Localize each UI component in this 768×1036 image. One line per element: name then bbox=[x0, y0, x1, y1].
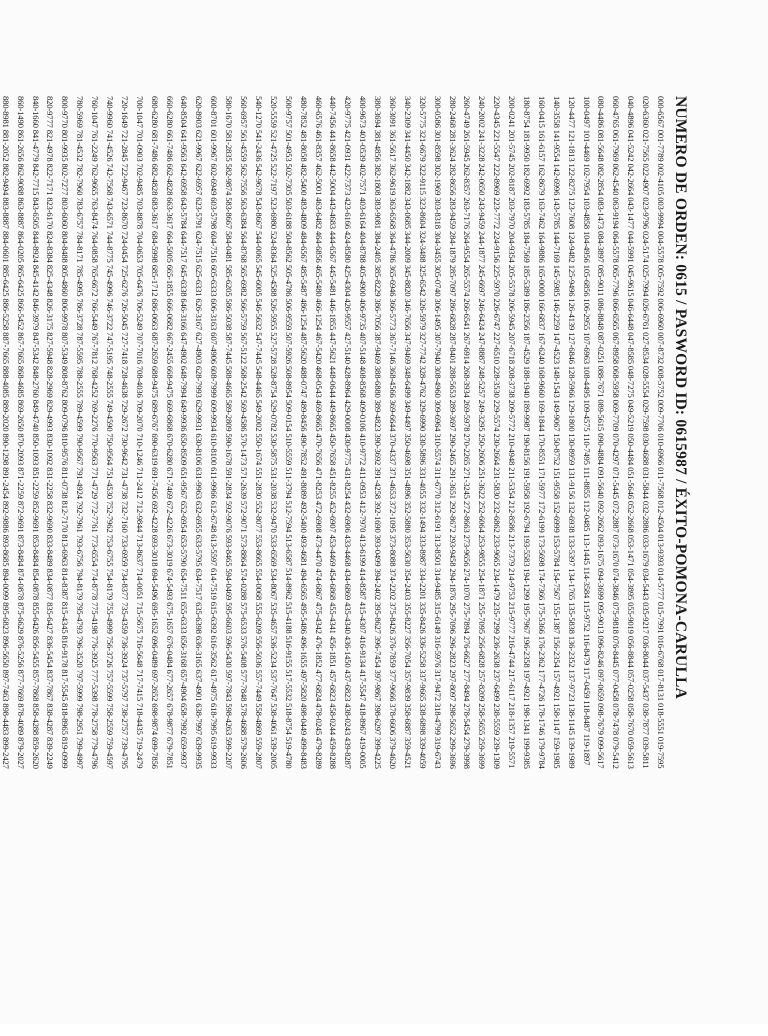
code-line: 340-2309 341-4450 342-1882 343-0685 344-2009 345-8820 346-7656 347-9469 348-6499 349-4497 350-4698 351-4896 352-5880 353-5630 354-2403 355-8227 356-7054 357-9839 358-6887 359-4521 bbox=[402, 96, 413, 769]
code-line: 860-1490 861-2656 862-9088 863-8887 864-0205 865-6425 866-5452 867-7665 868-4685 869-2650 870-2093 871-2259 872-9691 873-8484 874-0878 875-6629 876-5256 877-7669 878-4089 879-2027 bbox=[15, 96, 26, 769]
code-line: 880-8981 881-2052 882-9494 883-8887 884-0601 885-6425 886-5258 887-7665 888-4085 889-2020 890-1298 891-2454 892-9886 893-8685 894-0099 895-6823 896-5650 897-7463 898-4483 899-2427 bbox=[0, 96, 11, 769]
code-line: 100-0497 101-4469 102-7954 103-4858 104-4956 105-6856 106-2955 107-6963 108-4495 109-4575 110-7495 111-8855 112-0485 113-1445 114-3584 115-9752 116-8479 117-0459 118-8487 119-1897 bbox=[581, 96, 592, 766]
code-line: 280-2468 281-3624 282-8656 283-9459 284-1879 285-7097 286-6828 287-8401 288-5653 289-3697 290-2465 291-3651 292-8672 293-9458 294-1876 295-7096 296-2823 297-8097 298-5652 299-3696 bbox=[447, 96, 458, 769]
code-line: 540-1270 541-2436 542-9678 543-8667 544-0065 545-6005 546-5632 547-7445 548-4465 549-2002 550-1674 551-2830 552-8077 553-8665 554-0068 555-6209 556-5036 557-7449 558-4869 559-2807 bbox=[253, 96, 264, 769]
code-line: 660-6280 661-7486 662-4828 663-3617 664-5005 665-1855 666-0682 667-2455 668-9475 669-6868 670-6280 671-7469 672-4226 673-3019 674-5493 675-1657 676-0484 677-2657 678-9877 679-7851 bbox=[164, 96, 175, 769]
code-line: 740-9960 741-4526 742-7568 743-6571 744-8775 745-4996 746-3722 747-5195 748-2555 749-4590 750-9564 751-4530 752-7962 753-6755 754-8179 755-4999 756-3726 757-5599 758-2559 759-4597 bbox=[105, 96, 116, 769]
code-line: 580-1670 581-2835 582-9874 583-8667 584-0481 585-6205 586-5038 587-7445 588-4665 589-2809 590-1678 591-2834 592-9076 593-8465 594-0469 595-6603 596-5430 597-7843 598-4263 599-2207 bbox=[224, 96, 235, 769]
code-line: 140-3558 141-9554 142-6996 143-5785 144-7169 145-5985 146-2259 147-4523 148-1543 149-9067 150-8752 151-9558 152-6999 153-5784 154-7567 155-1387 156-2354 157-4921 158-1147 159-1985 bbox=[551, 96, 562, 769]
code-line: 800-9770 801-9935 802-7277 803-6060 804-8488 805-4860 806-9978 807-5349 808-8762 809-0796 810-9576 811-0738 812-7170 813-6963 814-8387 815-4345 816-9178 817-5545 818-8965 819-0999 bbox=[60, 96, 71, 769]
code-line: 820-9777 821-4978 822-7171 823-6170 824-8384 825-4348 826-3175 827-5948 828-2969 829-4993 830-1092 831-2258 832-9690 833-8489 834-0877 835-6427 836-5454 837-7867 838-4287 839-2249 bbox=[45, 96, 56, 769]
code-line: 200-0241 201-5745 202-8187 203-7970 204-9354 205-5578 206-5945 207-6718 208-3738 209-5772 210-4948 211-5354 212-8586 213-7379 214-9753 215-9777 216-4744 217-6117 218-1357 219-5571 bbox=[507, 96, 518, 769]
code-line: 480-7852 481-8058 482-5400 483-4809 484-6567 485-5487 486-1254 487-5620 488-0747 489-8456 490-7852 491-8089 492-5400 493-4681 494-6565 495-5486 496-1655 497-5820 498-0449 499-8483 bbox=[298, 96, 309, 769]
code-line: 500-9757 501-4953 502-7305 503-6188 504-8562 505-4786 506-9559 507-5926 508-8954 509-0154 510-5559 511-3794 512-7594 513-6587 514-8962 515-4188 516-9155 517-5532 518-8754 519-4780 bbox=[283, 96, 294, 769]
code-line: 780-5969 781-4532 782-7960 783-6757 784-8171 785-4995 786-3728 787-5595 788-2555 789-4599 790-9567 791-4924 792-7961 793-6756 794-8179 795-4793 796-3520 797-5999 798-2951 799-4997 bbox=[75, 96, 86, 769]
code-line: 520-5559 521-4725 522-7197 523-6980 524-8364 525-4588 526-5955 527-5728 528-8754 529-0782 530-5875 531-2038 532-9470 533-6569 534-8067 535-4657 536-5234 537-7647 538-4061 539-2005 bbox=[268, 96, 279, 769]
code-line: 700-1047 701-0903 702-9485 703-8878 704-0653 705-6476 706-5249 707-7016 708-4036 709-2070 710-1246 711-2412 712-9844 713-8637 714-0051 715-5675 716-5648 717-7415 718-4435 719-2479 bbox=[134, 96, 145, 769]
code-line: 180-8754 181-9950 182-6992 183-5785 184-7569 185-5389 186-2356 187-4529 188-1940 189-9987 190-8156 191-5958 192-6794 193-5583 194-1299 195-7967 196-2358 197-4921 198-1341 199-9385 bbox=[521, 96, 532, 769]
code-line: 260-4749 261-5945 262-8357 263-7176 264-9554 265-5574 266-6541 267-6914 268-3934 269-5978 270-2265 271-3245 272-8663 273-9656 274-1070 275-7894 276-6627 277-8494 278-5454 279-3998 bbox=[462, 96, 473, 769]
code-line: 020-6360 021-7565 022-4907 023-9796 024-5174 025-7994 026-6761 027-8534 028-5554 029-7598 030-4688 031-5844 032-2886 033-1679 034-5443 035-9217 036-8044 037-5437 038-7877 039-5811 bbox=[641, 96, 652, 769]
code-line: 360-3091 361-5617 362-9619 363-6568 364-4786 365-6946 366-5773 367-7146 368-4566 369-6644 370-4337 371-4653 372-1095 373-8088 374-2202 375-8426 376-7859 377-9666 378-6606 379-4620 bbox=[387, 96, 398, 769]
code-line: 040-4896 041-5242 042-2664 043-1477 044-5991 045-9615 046-6448 047-8585 048-7275 049-5219 050-4484 051-5646 052-2668 053-1471 054-3895 055-9019 056-8844 057-0258 058-7670 059-5613 bbox=[626, 96, 637, 769]
rotated-document-sheet bbox=[0, 96, 690, 1036]
code-line: 640-8504 641-9563 642-6958 643-5784 644-7517 645-6338 646-3166 647-4902 648-7994 649-9936 650-8509 651-9567 652-6954 653-5790 654-7511 655-6333 656-3168 657-4904 658-7992 659-9937 bbox=[179, 96, 190, 769]
code-line: 120-4477 121-1813 122-8275 123-7608 124-9482 125-9496 126-4139 127-6846 128-5966 129-1800 130-8959 131-9156 132-6938 133-5397 134-1765 135-5838 136-2352 137-9723 138-1145 139-1989 bbox=[566, 96, 577, 769]
code-list bbox=[0, 96, 668, 1036]
code-line: 600-8701 601-9967 602-6949 603-5798 604-7516 605-6333 606-3163 607-4906 608-7999 609-9934 610-8100 611-9966 612-6748 613-5597 614-7519 615-6392 616-3562 617-4975 618-7995 619-9933 bbox=[209, 96, 220, 769]
code-line: 060-4765 061-7969 062-4540 063-9194 064-5578 065-7796 066-6565 067-8958 068-5958 069-7709 070-4297 071-5445 072-2887 073-1670 074-3846 075-9818 076-8445 077-0458 078-7478 079-5412 bbox=[611, 96, 622, 769]
code-line: 560-6957 561-4559 562-7556 563-6384 564-8768 565-6982 566-5759 567-5122 568-2542 569-4586 570-1473 571-2639 572-9071 573-8864 574-0288 575-6533 576-5408 577-7848 578-4688 579-2606 bbox=[239, 96, 250, 769]
code-line: 840-1660 841-4779 842-7715 843-6505 844-8924 845-4142 846-3979 847-5342 848-2760 849-4740 850-1093 851-2259 852-9691 853-8484 854-0878 855-6426 856-5455 857-7868 858-4288 859-2620 bbox=[30, 96, 41, 769]
code-line: 240-2002 241-3228 242-0650 243-9459 244-1877 245-6697 246-6424 247-8887 248-5257 249-3295 250-2606 251-3622 252-6064 253-9855 254-1871 255-7095 256-6828 257-8209 258-5655 259-3699 bbox=[477, 96, 488, 769]
code-line: 160-0415 161-6157 162-8679 163-7462 164-9886 165-0000 166-6837 167-6240 168-9660 169-1844 170-8551 171-5977 172-6199 173-5698 174-7366 175-5366 176-2362 177-4726 178-1746 179-9784 bbox=[536, 96, 547, 769]
document-title: NUMERO DE ORDEN: 0615 / PASWORD ID: 0615987 / ÉXITO-POMONA-CARULLA bbox=[672, 96, 689, 699]
code-line: 220-4345 221-5547 222-8969 223-7772 224-9156 225-5970 226-6747 227-6510 228-3530 229-5574 230-2664 231-5830 232-6862 233-9665 234-1479 235-7299 236-2638 237-6499 238-5559 239-1309 bbox=[492, 96, 503, 769]
code-line: 680-6280 681-7486 682-4828 683-3617 684-5998 685-1712 686-0663 687-2659 688-9475 689-6767 690-6319 691-7456 692-4228 693-3018 694-5496 695-1652 696-0489 697-2652 698-9874 699-7856 bbox=[149, 96, 160, 769]
code-line: 620-8903 621-9967 622-6957 623-5791 624-7515 625-6331 626-3167 627-4903 628-7993 629-9931 630-8106 631-9963 632-6955 633-5795 634-7517 635-6398 636-3165 637-4901 638-7997 639-9935 bbox=[194, 96, 205, 769]
code-line: 460-6576 461-8357 462-5001 463-6482 464-6856 465-5480 466-1254 467-5420 468-0543 469-8665 470-7656 471-8253 472-6908 473-4470 474-6867 475-4342 476-1852 477-6824 478-0245 479-8289 bbox=[313, 96, 324, 769]
code-line: 380-3694 381-4856 382-1808 383-9081 384-2405 385-8229 386-7056 387-9469 388-6880 389-4823 390-3692 391-4258 392-1690 393-0499 394-2402 395-8627 396-7454 397-9867 398-6297 399-4225 bbox=[373, 96, 384, 769]
code-line: 720-1649 721-2845 722-9467 723-8670 724-0454 725-6276 726-5045 727-7418 728-4638 729-2672 730-9642 731-4738 732-7160 733-6959 734-8377 735-4359 736-3924 737-5797 738-2757 739-4795 bbox=[119, 96, 130, 769]
code-line: 760-1047 761-2249 762-9665 763-8474 764-0858 765-6672 766-5449 767-7812 768-4252 769-2276 770-9563 771-4729 772-7761 773-6554 774-8778 775-4198 776-3925 777-5398 778-2758 779-4796 bbox=[90, 96, 101, 769]
code-line: 000-6567 001-7789 002-4105 003-9994 004-5578 005-7592 006-6960 007-8732 008-5752 009-7706 010-6966 011-7568 012-4504 013-9393 014-5777 015-7991 016-6768 017-8131 018-5551 019-7595 bbox=[656, 96, 666, 769]
code-line: 420-9775 421-0931 422-7373 423-6166 424-8580 425-4304 426-9557 427-5140 428-8964 429-0008 430-9775 431-8254 432-6906 433-4468 434-6869 435-4340 436-1450 437-6823 438-0243 439-8287 bbox=[343, 96, 354, 769]
code-line: 080-4486 081-5648 082-2854 083-1473 084-3897 085-9011 086-8848 087-0251 088-7671 089-5615 090-4884 091-5640 092-2662 093-1675 094-3699 095-9013 096-8246 097-0659 098-7679 099-5617 bbox=[596, 96, 607, 769]
code-line: 400-9673 401-0539 402-7571 403-6164 404-8788 405-4900 406-9735 407-5148 408-8568 409-0106 410-9772 411-0953 412-7970 413-6199 414-8587 415-4307 416-9134 417-5547 418-8967 419-0005 bbox=[358, 96, 369, 769]
code-line: 320-5775 321-6679 322-9115 323-8604 324-3488 325-6542 326-5979 327-7742 328-4762 329-6990 330-5896 331-4055 332-1494 333-8987 334-2201 335-8426 336-5258 337-9665 338-6898 339-4059 bbox=[417, 96, 428, 769]
code-line: 440-7456 441-8658 442-5004 443-4683 444-6567 445-5481 446-1855 447-5621 448-0644 449-8665 450-7658 451-8255 452-6907 453-4469 454-6868 455-4341 456-1851 457-6823 458-0244 459-8288 bbox=[328, 96, 339, 769]
code-line: 300-0586 301-8598 302-1969 303-8318 304-3455 305-0740 306-1495 307-7940 308-4960 309-6964 310-5574 311-6770 312-6191 313-8501 314-9485 315-6149 316-5976 317-9472 318-4799 319-6743 bbox=[432, 96, 443, 769]
